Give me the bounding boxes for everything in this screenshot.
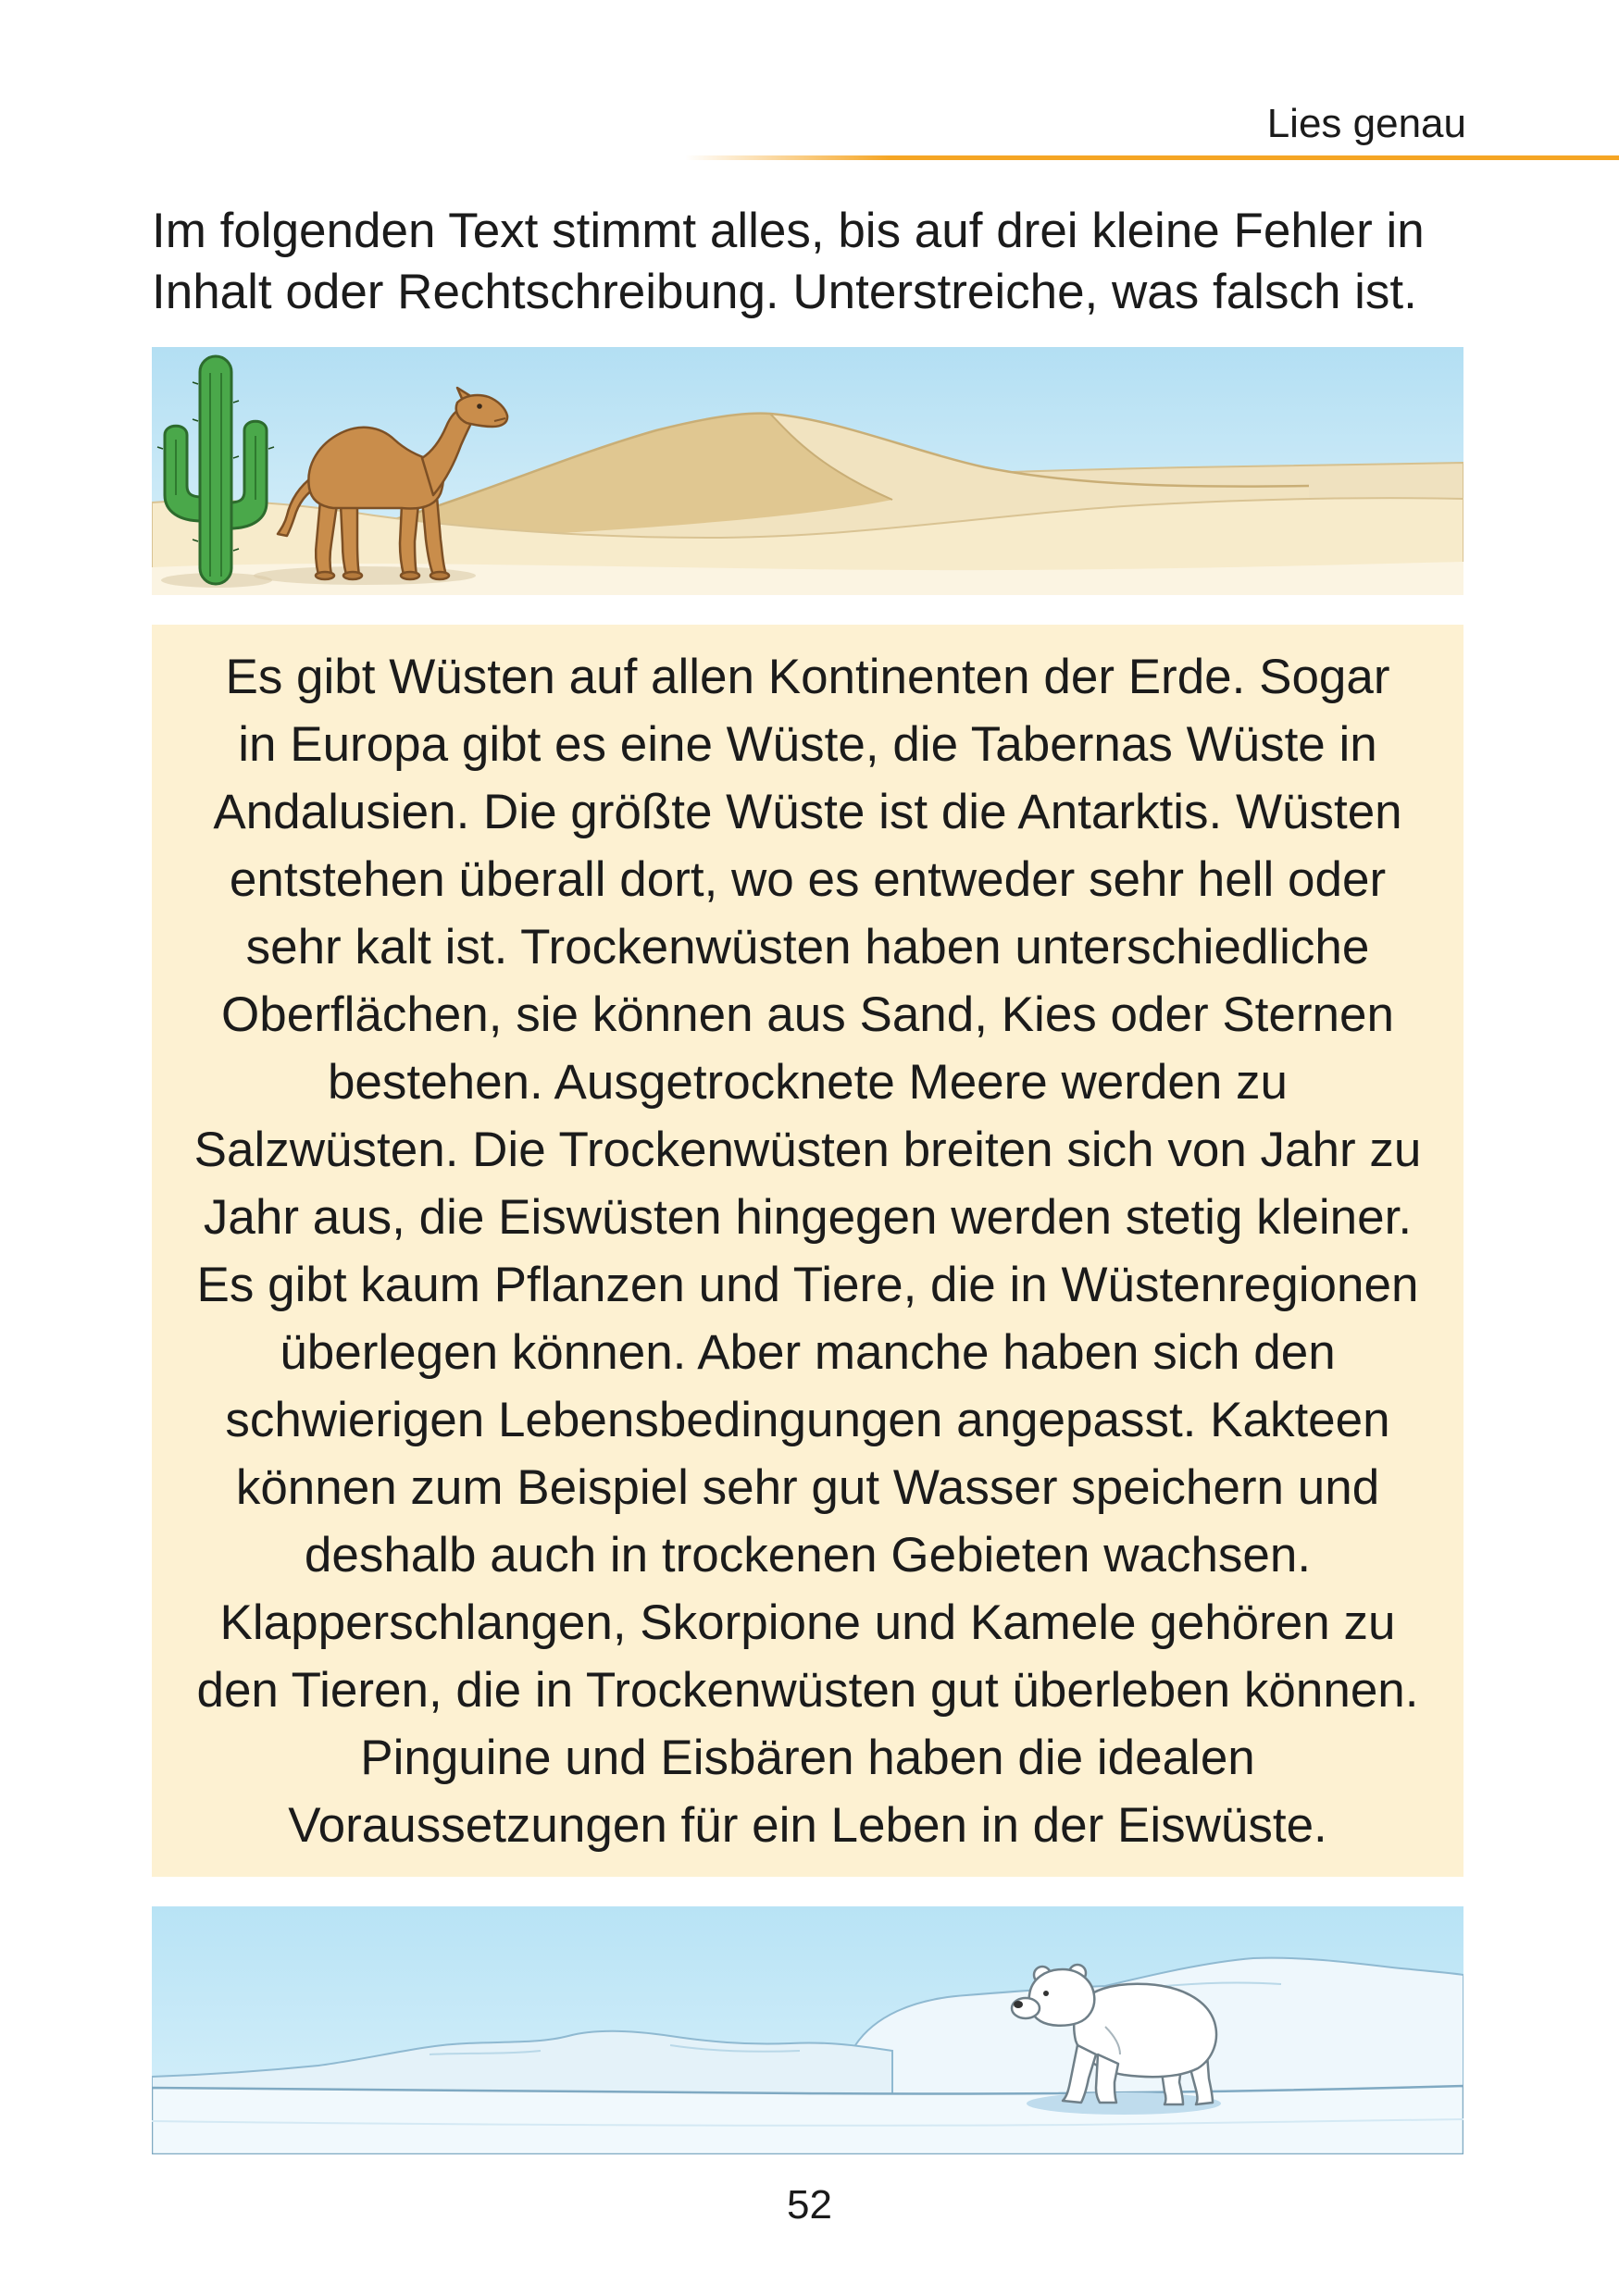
instruction-line: Im folgenden Text stimmt alles, bis auf drei kleine Fehler in [152, 204, 1425, 258]
desert-illustration [152, 347, 1463, 595]
passage-line: Jahr aus, die Eiswüsten hingegen werden stetig kleiner. [203, 1190, 1413, 1245]
passage-line: entstehen überall dort, wo es entweder sehr hell oder [229, 852, 1387, 907]
page-number: 52 [787, 2182, 832, 2228]
ice-illustration [152, 1906, 1463, 2154]
passage-line: Voraussetzungen für ein Leben in der Eiswüste. [288, 1798, 1327, 1853]
passage-line: sehr kalt ist. Trockenwüsten haben unterschiedliche [245, 920, 1370, 974]
passage-line: bestehen. Ausgetrocknete Meere werden zu [327, 1055, 1289, 1110]
ice-scene [152, 1906, 1463, 2154]
passage-line: überlegen können. Aber manche haben sich den [280, 1325, 1336, 1380]
section-label: Lies genau [1266, 101, 1466, 146]
instruction-text [152, 201, 1466, 323]
passage-line: Es gibt kaum Pflanzen und Tiere, die in Wüstenregionen [196, 1258, 1419, 1312]
passage-line: Es gibt Wüsten auf allen Kontinenten der Erde. Sogar [225, 650, 1390, 704]
reading-passage [152, 625, 1463, 1877]
desert-scene [152, 347, 1463, 595]
passage-line: in Europa gibt es eine Wüste, die Tabernas Wüste in [238, 717, 1377, 772]
passage-line: können zum Beispiel sehr gut Wasser speichern und [235, 1460, 1380, 1515]
passage-line: deshalb auch in trockenen Gebieten wachsen. [304, 1528, 1312, 1582]
passage-line: Pinguine und Eisbären haben die idealen [360, 1731, 1255, 1785]
instruction-line: Inhalt oder Rechtschreibung. Unterstreiche, was falsch ist. [152, 265, 1417, 319]
passage-line: Andalusien. Die größte Wüste ist die Antarktis. Wüsten [213, 785, 1402, 839]
passage-line: schwierigen Lebensbedingungen angepasst. Kakteen [225, 1393, 1390, 1447]
passage-line: Oberflächen, sie können aus Sand, Kies oder Sternen [221, 987, 1394, 1042]
passage-line: Salzwüsten. Die Trockenwüsten breiten sich von Jahr zu [193, 1123, 1422, 1177]
passage-line: Klapperschlangen, Skorpione und Kamele gehören zu [219, 1595, 1396, 1650]
header-rule [685, 155, 1619, 160]
passage-line: den Tieren, die in Trockenwüsten gut überleben können. [196, 1663, 1419, 1718]
